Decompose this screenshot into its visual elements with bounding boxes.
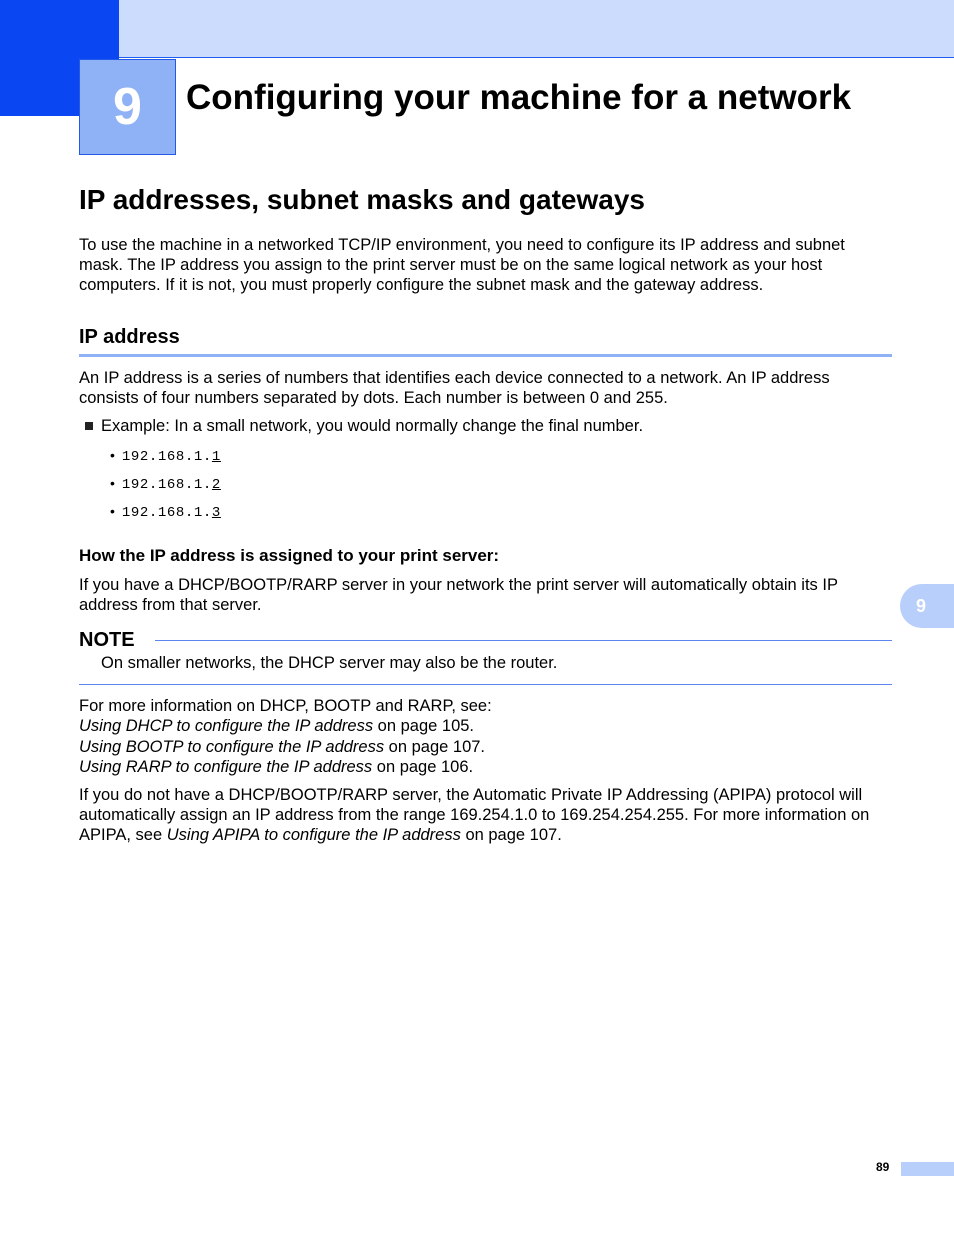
more-info-intro: For more information on DHCP, BOOTP and RARP, see:: [79, 697, 492, 715]
apipa-line-2: automatically assign an IP address from the range 169.254.1.0 to 169.254.254.255. For more information on: [79, 806, 870, 824]
ip-address-heading: IP address: [79, 326, 180, 348]
chapter-title: Configuring your machine for a network: [186, 78, 852, 117]
ip-prefix: 192.168.1.: [121, 505, 212, 521]
ip-example-item: • 192.168.1.1: [110, 447, 221, 465]
ip-address-description: An IP address is a series of numbers that identifies each device connected to a network. An IP address consists of four numbers separated by dots. Each number is between 0 and 255.: [79, 369, 830, 407]
chapter-number-box: [79, 59, 176, 155]
reference-dhcp: Using DHCP to configure the IP address on page 105.: [79, 717, 475, 735]
apipa-line-1: If you do not have a DHCP/BOOTP/RARP server, the Automatic Private IP Addressing (APIPA) protocol will: [79, 786, 863, 804]
note-rule: [155, 640, 892, 641]
reference-link[interactable]: Using DHCP to configure the IP address: [79, 717, 374, 735]
assignment-text: If you have a DHCP/BOOTP/RARP server in your network the print server will automatically obtain its IP address from that server.: [79, 576, 838, 614]
assignment-heading: How the IP address is assigned to your print server:: [79, 546, 500, 565]
ip-last-octet: 3: [211, 505, 221, 521]
ip-prefix: 192.168.1.: [121, 477, 212, 493]
reference-link[interactable]: Using BOOTP to configure the IP address: [79, 738, 385, 756]
section-title: IP addresses, subnet masks and gateways: [79, 184, 645, 215]
reference-link[interactable]: Using APIPA to configure the IP address: [166, 826, 461, 844]
chapter-side-tab: 9: [900, 584, 954, 628]
reference-bootp: Using BOOTP to configure the IP address on page 107.: [79, 738, 486, 756]
ip-example-item: • 192.168.1.3: [110, 503, 221, 521]
note-bottom-rule: [79, 684, 892, 685]
section-intro: To use the machine in a networked TCP/IP environment, you need to configure its IP address and subnet mask. The IP address you assign to the print server must be on the same logical network as your host computers. If it is not, you must properly configure the subnet mask and the gateway address.: [79, 236, 845, 294]
reference-rarp: Using RARP to configure the IP address on page 106.: [79, 758, 474, 776]
heading-rule: [79, 354, 892, 357]
reference-link[interactable]: Using RARP to configure the IP address: [79, 758, 373, 776]
example-text: Example: In a small network, you would normally change the final number.: [101, 417, 644, 435]
note-label: NOTE: [79, 629, 135, 651]
header-band: [0, 0, 954, 58]
square-bullet-icon: [85, 422, 93, 430]
ip-example-item: • 192.168.1.2: [110, 475, 221, 493]
ip-last-octet: 2: [211, 477, 221, 493]
note-text: On smaller networks, the DHCP server may also be the router.: [101, 654, 558, 672]
ip-prefix: 192.168.1.: [121, 449, 212, 465]
page-number: 89: [876, 1160, 890, 1174]
apipa-line-3: APIPA, see Using APIPA to configure the IP address on page 107.: [79, 826, 562, 844]
chapter-number: 9: [113, 78, 142, 136]
ip-last-octet: 1: [211, 449, 221, 465]
page-number-bar: [901, 1162, 954, 1176]
